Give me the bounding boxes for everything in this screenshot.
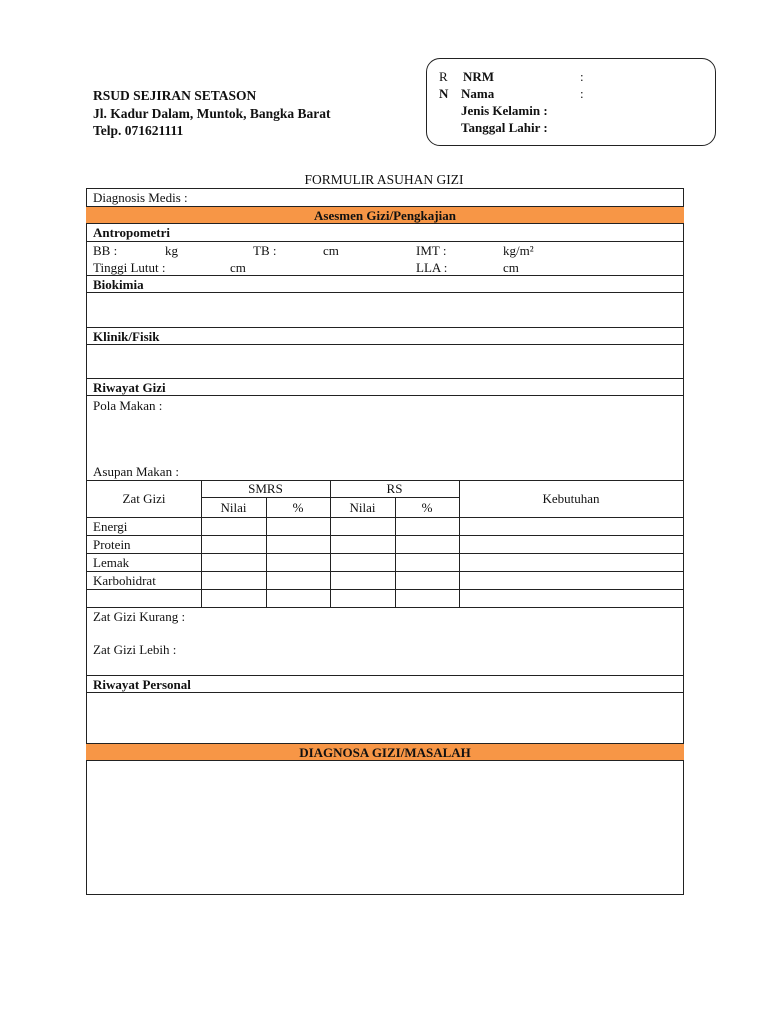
tinggi-lutut-label: Tinggi Lutut : <box>93 260 166 275</box>
divider <box>86 275 684 276</box>
tanggal-lahir-label: Tanggal Lahir : <box>461 120 548 135</box>
divider <box>86 675 684 676</box>
table-row-label: Karbohidrat <box>93 573 156 588</box>
nama-label: Nama <box>461 86 495 101</box>
hospital-name: RSUD SEJIRAN SETASON <box>93 88 257 103</box>
riwayat-personal-heading: Riwayat Personal <box>93 677 191 692</box>
tb-unit: cm <box>323 243 339 258</box>
table-row-label: Protein <box>93 537 131 552</box>
diagnosis-medis-label: Diagnosis Medis : <box>93 190 188 205</box>
table-row-line <box>86 535 684 536</box>
nrm-colon: : <box>580 69 584 84</box>
diagnosa-header: DIAGNOSA GIZI/MASALAH <box>86 743 684 761</box>
asesmen-header: Asesmen Gizi/Pengkajian <box>86 206 684 224</box>
jenis-kelamin-label: Jenis Kelamin : <box>461 103 548 118</box>
smrs-header: SMRS <box>248 481 283 496</box>
asupan-makan-label: Asupan Makan : <box>93 464 179 479</box>
divider <box>86 327 684 328</box>
bb-label: BB : <box>93 243 118 258</box>
table-row-label: Energi <box>93 519 128 534</box>
zat-gizi-kurang-label: Zat Gizi Kurang : <box>93 609 186 624</box>
antropometri-heading: Antropometri <box>93 225 171 240</box>
box-letter-r: R <box>439 69 448 84</box>
form-title: FORMULIR ASUHAN GIZI <box>304 172 464 187</box>
hospital-address: Jl. Kadur Dalam, Muntok, Bangka Barat <box>93 105 331 121</box>
divider <box>86 378 684 379</box>
zat-gizi-lebih-label: Zat Gizi Lebih : <box>93 642 177 657</box>
hospital-info <box>93 87 331 140</box>
form-frame <box>86 188 684 895</box>
tinggi-lutut-unit: cm <box>230 260 246 275</box>
pola-makan-label: Pola Makan : <box>93 398 163 413</box>
table-row-line <box>86 553 684 554</box>
rs-percent-header: % <box>421 500 433 515</box>
divider <box>86 692 684 693</box>
imt-label: IMT : <box>416 243 447 258</box>
divider <box>86 292 684 293</box>
table-row-line <box>86 589 684 590</box>
bb-unit: kg <box>165 243 178 258</box>
table-header-bottom <box>86 517 684 518</box>
table-row-label: Lemak <box>93 555 130 570</box>
rs-header: RS <box>386 481 403 496</box>
divider <box>86 344 684 345</box>
riwayat-gizi-heading: Riwayat Gizi <box>93 380 166 395</box>
smrs-percent-header: % <box>292 500 304 515</box>
divider <box>86 241 684 242</box>
table-bottom-line <box>86 607 684 608</box>
imt-unit: kg/m² <box>503 243 534 258</box>
zat-gizi-header: Zat Gizi <box>122 491 166 506</box>
rs-nilai-header: Nilai <box>349 500 376 515</box>
box-letter-n: N <box>439 86 449 101</box>
lla-label: LLA : <box>416 260 448 275</box>
table-row-line <box>86 571 684 572</box>
divider <box>86 395 684 396</box>
kebutuhan-header: Kebutuhan <box>542 491 600 506</box>
nama-colon: : <box>580 86 584 101</box>
smrs-nilai-header: Nilai <box>220 500 247 515</box>
tb-label: TB : <box>253 243 277 258</box>
nrm-label: NRM <box>463 69 495 84</box>
klinik-fisik-heading: Klinik/Fisik <box>93 329 160 344</box>
biokimia-heading: Biokimia <box>93 277 144 292</box>
hospital-phone: Telp. 071621111 <box>93 123 184 138</box>
lla-unit: cm <box>503 260 519 275</box>
patient-identity-box <box>426 58 716 146</box>
